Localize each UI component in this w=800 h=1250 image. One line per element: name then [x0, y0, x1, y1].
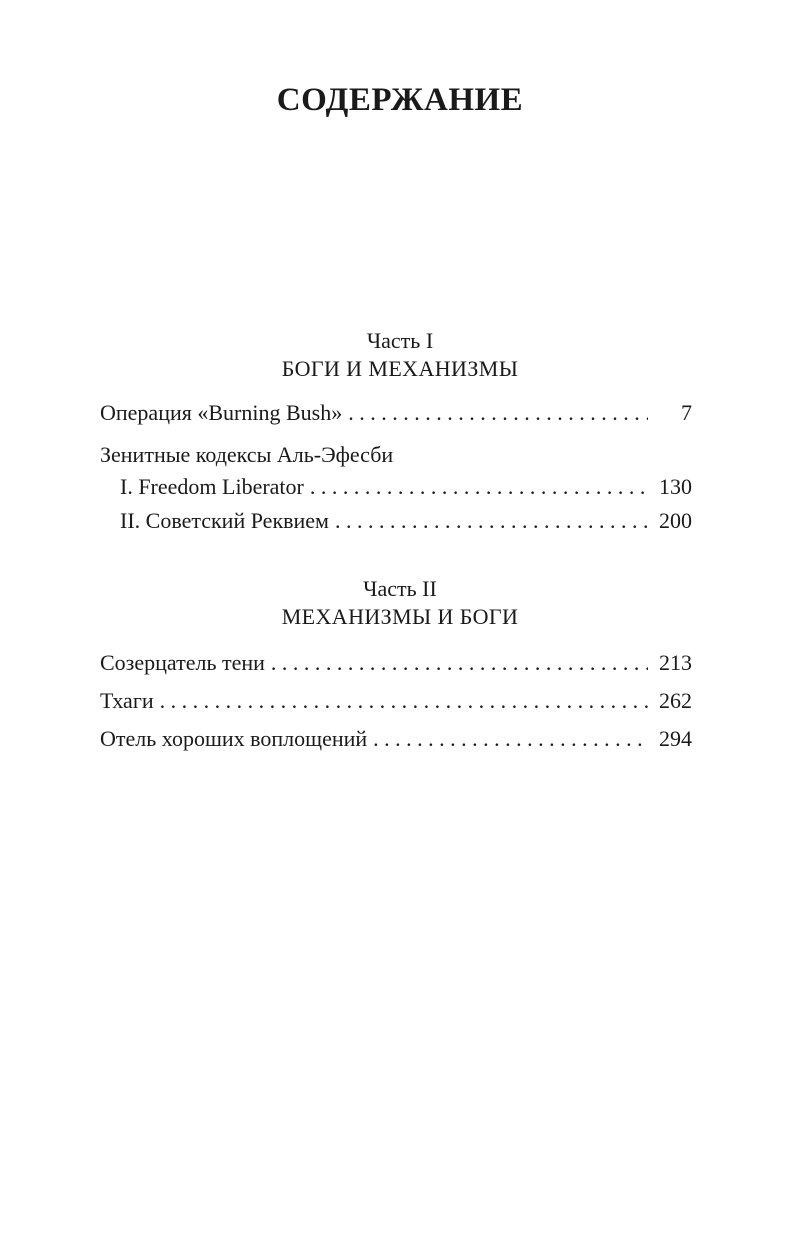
part-2-name: МЕХАНИЗМЫ И БОГИ: [281, 604, 519, 629]
dot-leader: [154, 686, 648, 716]
toc-entry[interactable]: [100, 686, 692, 724]
toc-entry[interactable]: [100, 472, 692, 506]
toc-entry-page: 7: [681, 400, 692, 425]
toc-entry-page: 262: [659, 688, 692, 713]
toc-entry-title: Операция «Burning Bush»: [100, 400, 343, 425]
toc-entry-page: 130: [659, 474, 692, 499]
toc-entry[interactable]: [100, 506, 692, 540]
toc-entry[interactable]: [100, 440, 692, 472]
toc-entry-page: 213: [659, 650, 692, 675]
part-1-label: Часть I: [366, 328, 434, 353]
dot-leader: [265, 648, 648, 678]
toc-entry-page: 200: [659, 508, 692, 533]
toc-entry[interactable]: [100, 398, 692, 436]
toc-entry[interactable]: [100, 648, 692, 686]
toc-entry-title: II. Советский Реквием: [120, 508, 329, 533]
toc-entry-title: Созерцатель тени: [100, 650, 265, 675]
toc-entry[interactable]: [100, 724, 692, 762]
part-2-label: Часть II: [363, 576, 437, 601]
part-1-name: БОГИ И МЕХАНИЗМЫ: [281, 356, 519, 381]
dot-leader: [342, 398, 648, 428]
part-1-entries: [100, 398, 692, 540]
toc-entry-page: 294: [659, 726, 692, 751]
toc-entry-title: I. Freedom Liberator: [120, 474, 304, 499]
dot-leader: [367, 724, 648, 754]
dot-leader: [304, 472, 648, 502]
part-2-heading: [0, 576, 800, 632]
toc-entry-title: Тхаги: [100, 688, 154, 713]
part-2-entries: [100, 648, 692, 762]
toc-entry-title: Зенитные кодексы Аль-Эфесби: [100, 442, 394, 467]
part-1-heading: [0, 328, 800, 384]
dot-leader: [329, 506, 648, 536]
page-title: СОДЕРЖАНИЕ: [276, 82, 524, 118]
toc-entry-title: Отель хороших воплощений: [100, 726, 368, 751]
